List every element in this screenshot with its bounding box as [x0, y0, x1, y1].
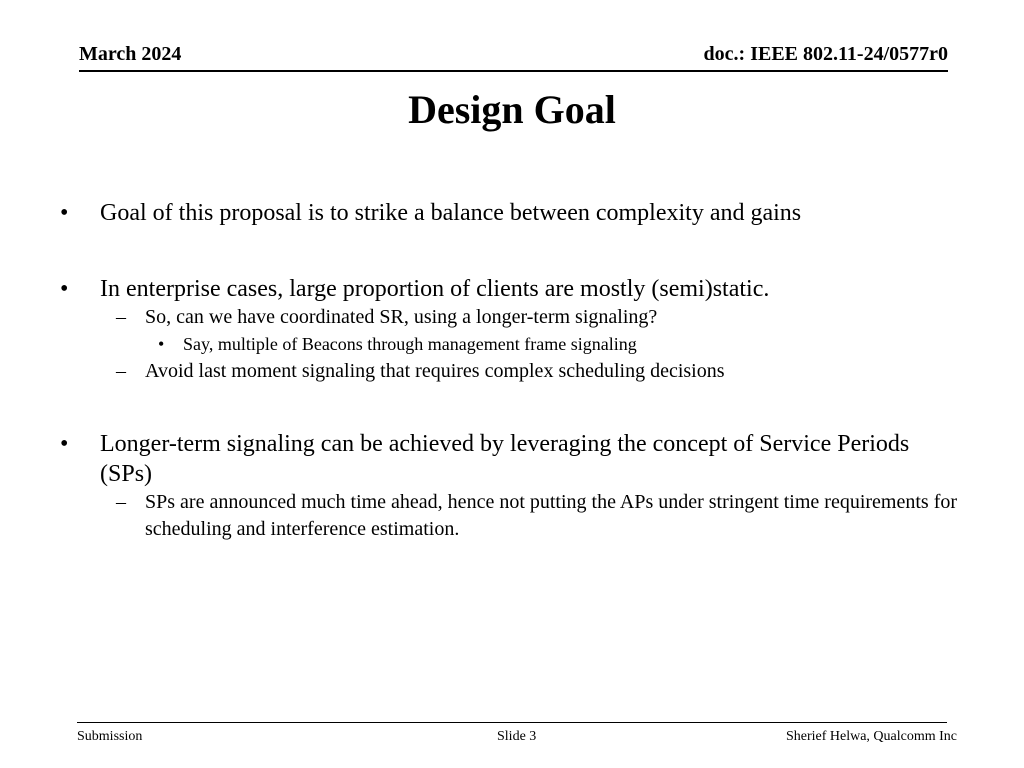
bullet-marker: • — [158, 334, 165, 354]
sub-bullet-item — [60, 358, 960, 385]
dash-marker: – — [116, 491, 126, 513]
bullet-text: In enterprise cases, large proportion of clients are mostly (semi)static. — [100, 276, 770, 302]
sub-bullet-item — [60, 489, 960, 543]
bullet-text: Goal of this proposal is to strike a balance between complexity and gains — [100, 200, 802, 226]
footer-slide-number: Slide 3 — [497, 729, 537, 744]
footer-author: Sherief Helwa, Qualcomm Inc — [785, 729, 957, 744]
bullet-enterprise — [60, 274, 960, 385]
bullet-goal — [60, 198, 960, 228]
bullet-item — [60, 198, 960, 228]
slide-title: Design Goal — [408, 87, 616, 132]
sub-bullet-text: So, can we have coordinated SR, using a longer-term signaling? — [145, 306, 658, 328]
bullet-marker: • — [60, 200, 69, 226]
header-doc-number: doc.: IEEE 802.11-24/0577r0 — [703, 43, 948, 65]
slide-footer — [77, 722, 957, 744]
sub-sub-bullet-item — [60, 331, 960, 358]
sub-bullet-item — [60, 304, 960, 331]
footer-submission: Submission — [77, 729, 143, 744]
dash-marker: – — [116, 360, 126, 382]
sub-bullet-text: Avoid last moment signaling that requires complex scheduling decisions — [145, 360, 725, 382]
slide-header — [79, 42, 948, 72]
sub-bullet-text: SPs are announced much time ahead, hence not putting the APs under stringent time requirements for scheduling and interference estimation. — [145, 491, 958, 540]
sub-sub-bullet-text: Say, multiple of Beacons through management frame signaling — [183, 334, 637, 354]
bullet-longer-term — [60, 429, 960, 543]
dash-marker: – — [116, 306, 126, 328]
header-date: March 2024 — [79, 43, 182, 65]
bullet-marker: • — [60, 276, 69, 302]
bullet-text: Longer-term signaling can be achieved by leveraging the concept of Service Periods (SPs) — [100, 431, 910, 487]
slide-body — [60, 198, 960, 543]
bullet-marker: • — [60, 431, 69, 457]
bullet-item — [60, 274, 960, 304]
bullet-item — [60, 429, 960, 489]
